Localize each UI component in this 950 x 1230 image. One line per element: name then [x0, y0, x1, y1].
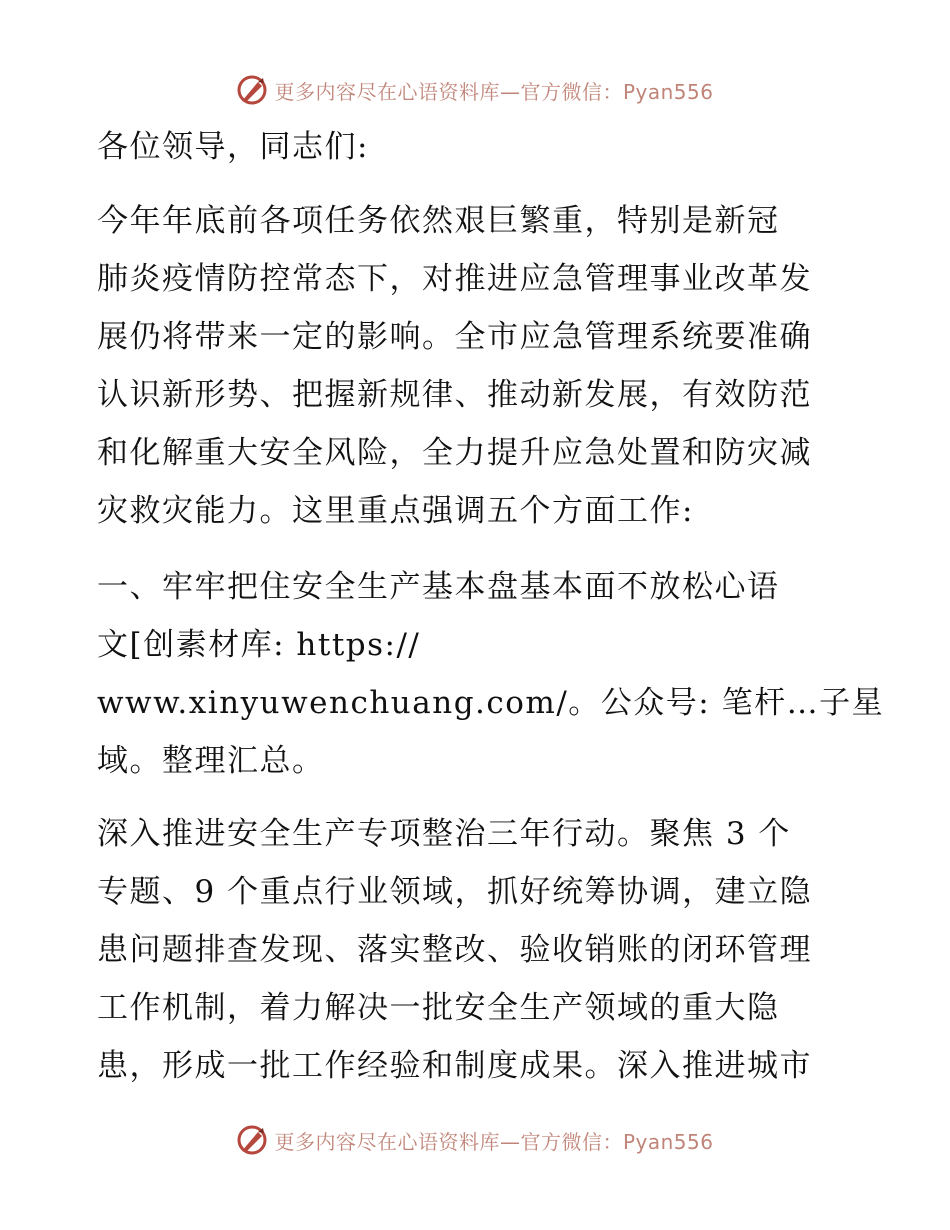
- watermark-text: 更多内容尽在心语资料库—官方微信：Pyan556: [274, 79, 714, 104]
- text-line: 一、牢牢把住安全生产基本盘基本面不放松心语: [97, 569, 780, 605]
- text-line: 认识新形势、把握新规律、推动新发展，有效防范: [97, 377, 812, 413]
- text-line: 和化解重大安全风险，全力提升应急处置和防灾减: [97, 435, 812, 471]
- text-line: 各位领导，同志们:: [97, 129, 369, 165]
- text-line: 文[创素材库: https://: [97, 627, 421, 663]
- text-line: 患问题排查发现、落实整改、验收销账的闭环管理: [97, 932, 812, 968]
- text-line: 工作机制，着力解决一批安全生产领域的重大隐: [97, 990, 780, 1026]
- text-line: www.xinyuwenchuang.com/。公众号: 笔杆…子星: [97, 685, 885, 721]
- intro-paragraph: [97, 192, 812, 540]
- header-watermark: [0, 70, 950, 110]
- text-line: 灾救灾能力。这里重点强调五个方面工作:: [97, 493, 694, 529]
- footer-watermark: [0, 1120, 950, 1160]
- text-line: 肺炎疫情防控常态下，对推进应急管理事业改革发: [97, 261, 812, 297]
- body-paragraph: [97, 805, 812, 1095]
- text-line: 今年年底前各项任务依然艰巨繁重，特别是新冠: [97, 203, 780, 239]
- text-line: 深入推进安全生产专项整治三年行动。聚焦 3 个: [97, 816, 791, 852]
- section-one-paragraph: [97, 558, 884, 790]
- salutation-paragraph: [97, 118, 369, 176]
- quill-logo-icon: [236, 1124, 268, 1156]
- watermark-text: 更多内容尽在心语资料库—官方微信：Pyan556: [274, 1129, 714, 1154]
- text-line: 域。整理汇总。: [97, 743, 325, 779]
- text-line: 展仍将带来一定的影响。全市应急管理系统要准确: [97, 319, 812, 355]
- text-line: 患，形成一批工作经验和制度成果。深入推进城市: [97, 1048, 812, 1084]
- text-line: 专题、9 个重点行业领域，抓好统筹协调，建立隐: [97, 874, 813, 910]
- quill-logo-icon: [236, 74, 268, 106]
